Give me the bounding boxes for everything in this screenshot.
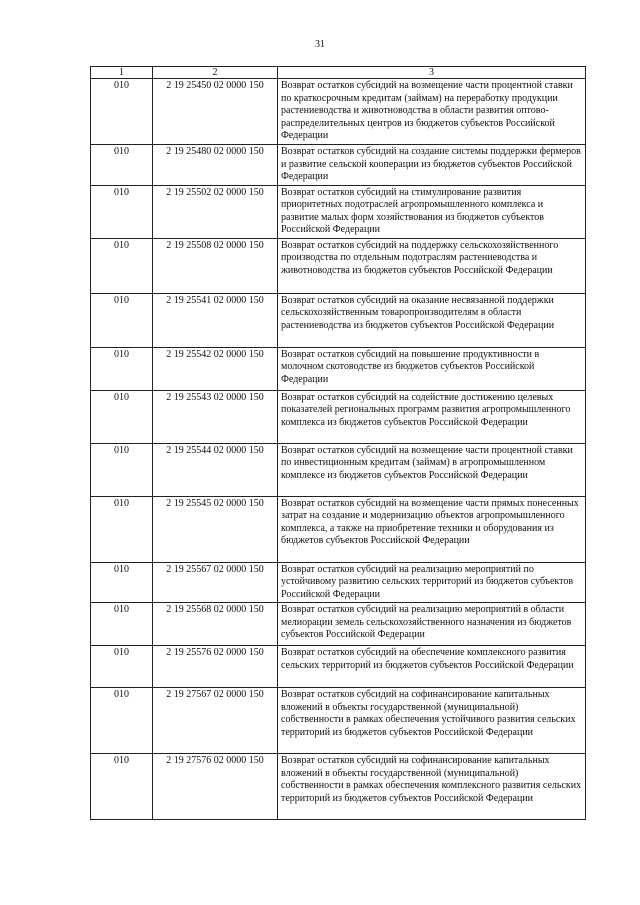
table-row (91, 293, 586, 347)
header-col-2: 2 (153, 67, 278, 79)
table-row (91, 238, 586, 293)
budget-code-cell: 2 19 25544 02 0000 150 (153, 443, 278, 496)
admin-code-cell: 010 (91, 688, 153, 754)
table-row (91, 145, 586, 186)
admin-code-cell: 010 (91, 347, 153, 390)
description-cell: Возврат остатков субсидий на стимулирование развития приоритетных подотраслей агропромышленного комплекса и развитие малых форм хозяйствования из бюджетов субъектов Российской Федерации (278, 185, 586, 238)
description-cell: Возврат остатков субсидий на поддержку сельскохозяйственного производства по отдельным подотраслям растениеводства и животноводства из бюджетов субъектов Российской Федерации (278, 238, 586, 293)
budget-code-cell: 2 19 25576 02 0000 150 (153, 646, 278, 688)
admin-code-cell: 010 (91, 754, 153, 820)
budget-code-cell: 2 19 27567 02 0000 150 (153, 688, 278, 754)
description-cell: Возврат остатков субсидий на создание системы поддержки фермеров и развитие сельской кооперации из бюджетов субъектов Российской Федерации (278, 145, 586, 186)
description-cell: Возврат остатков субсидий на оказание несвязанной поддержки сельскохозяйственным товаропроизводителям в области растениеводства из бюджетов субъектов Российской Федерации (278, 293, 586, 347)
admin-code-cell: 010 (91, 562, 153, 603)
budget-code-cell: 2 19 25541 02 0000 150 (153, 293, 278, 347)
admin-code-cell: 010 (91, 238, 153, 293)
description-cell: Возврат остатков субсидий на реализацию мероприятий в области мелиорации земель сельскохозяйственного назначения из бюджетов субъектов Российской Федерации (278, 603, 586, 646)
page-number: 31 (315, 39, 325, 50)
budget-codes-table (90, 66, 586, 820)
admin-code-cell: 010 (91, 443, 153, 496)
budget-code-cell: 2 19 25543 02 0000 150 (153, 390, 278, 443)
table-row (91, 646, 586, 688)
admin-code-cell: 010 (91, 79, 153, 145)
budget-code-cell: 2 19 25568 02 0000 150 (153, 603, 278, 646)
budget-code-cell: 2 19 25508 02 0000 150 (153, 238, 278, 293)
budget-code-cell: 2 19 25450 02 0000 150 (153, 79, 278, 145)
admin-code-cell: 010 (91, 496, 153, 562)
header-col-1: 1 (91, 67, 153, 79)
table-row (91, 390, 586, 443)
admin-code-cell: 010 (91, 145, 153, 186)
admin-code-cell: 010 (91, 185, 153, 238)
header-col-3: 3 (278, 67, 586, 79)
admin-code-cell: 010 (91, 293, 153, 347)
budget-code-cell: 2 19 27576 02 0000 150 (153, 754, 278, 820)
table-row (91, 443, 586, 496)
description-cell: Возврат остатков субсидий на возмещение части процентной ставки по краткосрочным кредитам (займам) на переработку продукции растениеводства и животноводства в области развития оптово-распределительных центров из бюджетов субъектов Российской Федерации (278, 79, 586, 145)
table-row (91, 185, 586, 238)
admin-code-cell: 010 (91, 603, 153, 646)
description-cell: Возврат остатков субсидий на софинансирование капитальных вложений в объекты государственной (муниципальной) собственности в рамках обеспечения устойчивого развития сельских территорий из бюджетов субъектов Российской Федерации (278, 688, 586, 754)
table-body (91, 79, 586, 820)
table-row (91, 603, 586, 646)
description-cell: Возврат остатков субсидий на содействие достижению целевых показателей региональных программ развития агропромышленного комплекса из бюджетов субъектов Российской Федерации (278, 390, 586, 443)
table-row (91, 562, 586, 603)
description-cell: Возврат остатков субсидий на софинансирование капитальных вложений в объекты государственной (муниципальной) собственности в рамках обеспечения комплексного развития сельских территорий из бюджетов субъектов Российской Федерации (278, 754, 586, 820)
table-row (91, 347, 586, 390)
admin-code-cell: 010 (91, 390, 153, 443)
table-row (91, 688, 586, 754)
budget-code-cell: 2 19 25545 02 0000 150 (153, 496, 278, 562)
table-row (91, 754, 586, 820)
description-cell: Возврат остатков субсидий на обеспечение комплексного развития сельских территорий из бюджетов субъектов Российской Федерации (278, 646, 586, 688)
description-cell: Возврат остатков субсидий на повышение продуктивности в молочном скотоводстве из бюджетов субъектов Российской Федерации (278, 347, 586, 390)
description-cell: Возврат остатков субсидий на возмещение части процентной ставки по инвестиционным кредитам (займам) в агропромышленном комплексе из бюджетов субъектов Российской Федерации (278, 443, 586, 496)
table-row (91, 496, 586, 562)
budget-code-cell: 2 19 25480 02 0000 150 (153, 145, 278, 186)
description-cell: Возврат остатков субсидий на реализацию мероприятий по устойчивому развитию сельских территорий из бюджетов субъектов Российской Федерации (278, 562, 586, 603)
header-row (91, 67, 586, 79)
table-header (91, 67, 586, 79)
budget-code-cell: 2 19 25542 02 0000 150 (153, 347, 278, 390)
table-row (91, 79, 586, 145)
description-cell: Возврат остатков субсидий на возмещение части прямых понесенных затрат на создание и модернизацию объектов агропромышленного комплекса, а также на приобретение техники и оборудования из бюджетов субъектов Российской Федерации (278, 496, 586, 562)
admin-code-cell: 010 (91, 646, 153, 688)
budget-code-cell: 2 19 25502 02 0000 150 (153, 185, 278, 238)
budget-code-cell: 2 19 25567 02 0000 150 (153, 562, 278, 603)
